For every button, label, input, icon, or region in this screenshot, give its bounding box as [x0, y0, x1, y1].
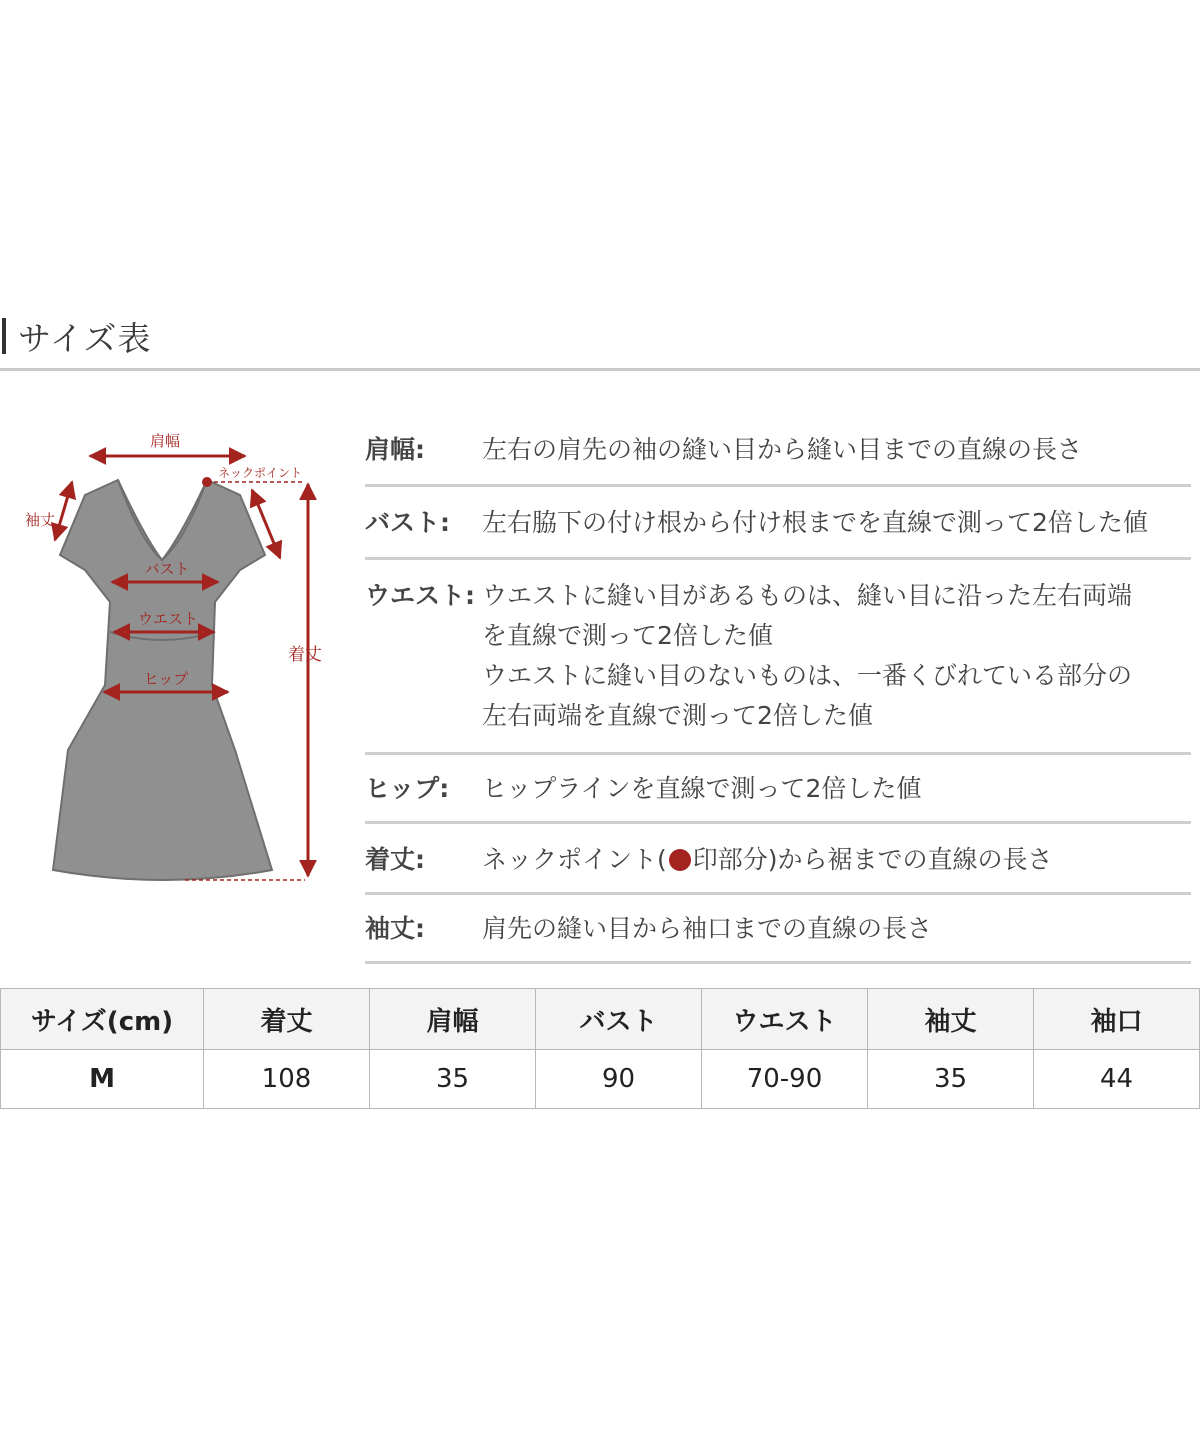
- definition-line: ウエストに縫い目があるものは、縫い目に沿った左右両端: [482, 581, 1133, 610]
- definition-line: ヒップラインを直線で測って2倍した値: [482, 774, 922, 803]
- sleeve-label: 袖丈: [24, 511, 56, 529]
- definition-desc: [482, 769, 1191, 809]
- definition-line-pre: ネックポイント(: [482, 845, 667, 874]
- definition-term: 着丈:: [365, 845, 425, 874]
- header-length: 着丈: [204, 989, 370, 1050]
- definition-line: 左右両端を直線で測って2倍した値: [482, 701, 873, 730]
- cell-waist: 70-90: [702, 1050, 868, 1109]
- table-row: [1, 1050, 1200, 1109]
- definition-term: バスト:: [365, 508, 450, 537]
- definition-length: [365, 824, 1191, 895]
- shoulder-label: 肩幅: [149, 432, 181, 450]
- header-shoulder: 肩幅: [370, 989, 536, 1050]
- definition-term: ウエスト:: [365, 581, 475, 610]
- definition-line: [482, 840, 1191, 880]
- definition-bust: [365, 487, 1191, 560]
- title-divider: [0, 368, 1200, 371]
- definition-line: 左右脇下の付け根から付け根までを直線で測って2倍した値: [482, 508, 1148, 537]
- cell-cuff: 44: [1034, 1050, 1200, 1109]
- neck-point-dot-icon: [669, 849, 691, 871]
- definition-term: 袖丈:: [365, 914, 425, 943]
- bust-label: バスト: [144, 560, 190, 578]
- title-bar: [2, 318, 6, 354]
- definition-desc: [482, 576, 1191, 736]
- page-title-text: サイズ表: [18, 318, 152, 358]
- definition-desc: [482, 909, 1191, 949]
- definition-sleeve: [365, 895, 1191, 964]
- size-table-header-row: [1, 989, 1200, 1050]
- header-bust: バスト: [536, 989, 702, 1050]
- cell-sleeve: 35: [868, 1050, 1034, 1109]
- header-cuff: 袖口: [1034, 989, 1200, 1050]
- cell-size: M: [1, 1050, 204, 1109]
- header-waist: ウエスト: [702, 989, 868, 1050]
- definition-waist: [365, 560, 1191, 755]
- definition-desc: [482, 503, 1191, 543]
- definition-line: ウエストに縫い目のないものは、一番くびれている部分の: [482, 661, 1133, 690]
- cell-shoulder: 35: [370, 1050, 536, 1109]
- header-sleeve: 袖丈: [868, 989, 1034, 1050]
- garment-diagram: [0, 420, 340, 900]
- definition-term: ヒップ:: [365, 774, 450, 803]
- definition-line: 左右の肩先の袖の縫い目から縫い目までの直線の長さ: [482, 435, 1083, 464]
- page-title: [2, 312, 151, 360]
- definition-line: 肩先の縫い目から袖口までの直線の長さ: [482, 914, 933, 943]
- neck-point-label: ネックポイント: [217, 466, 303, 480]
- definition-line: を直線で測って2倍した値: [482, 621, 773, 650]
- waist-label: ウエスト: [137, 610, 199, 628]
- measurement-definitions: [365, 420, 1191, 964]
- definition-term: 肩幅:: [365, 435, 425, 464]
- definition-shoulder: [365, 420, 1191, 487]
- size-table: [0, 988, 1200, 1109]
- header-size: サイズ(cm): [1, 989, 204, 1050]
- definition-desc: [482, 430, 1191, 470]
- definition-desc: [482, 840, 1191, 880]
- cell-length: 108: [204, 1050, 370, 1109]
- definition-hip: [365, 755, 1191, 824]
- cell-bust: 90: [536, 1050, 702, 1109]
- definition-line-post: 印部分)から裾までの直線の長さ: [692, 845, 1053, 874]
- length-label: 着丈: [288, 645, 322, 665]
- hip-label: ヒップ: [143, 670, 189, 688]
